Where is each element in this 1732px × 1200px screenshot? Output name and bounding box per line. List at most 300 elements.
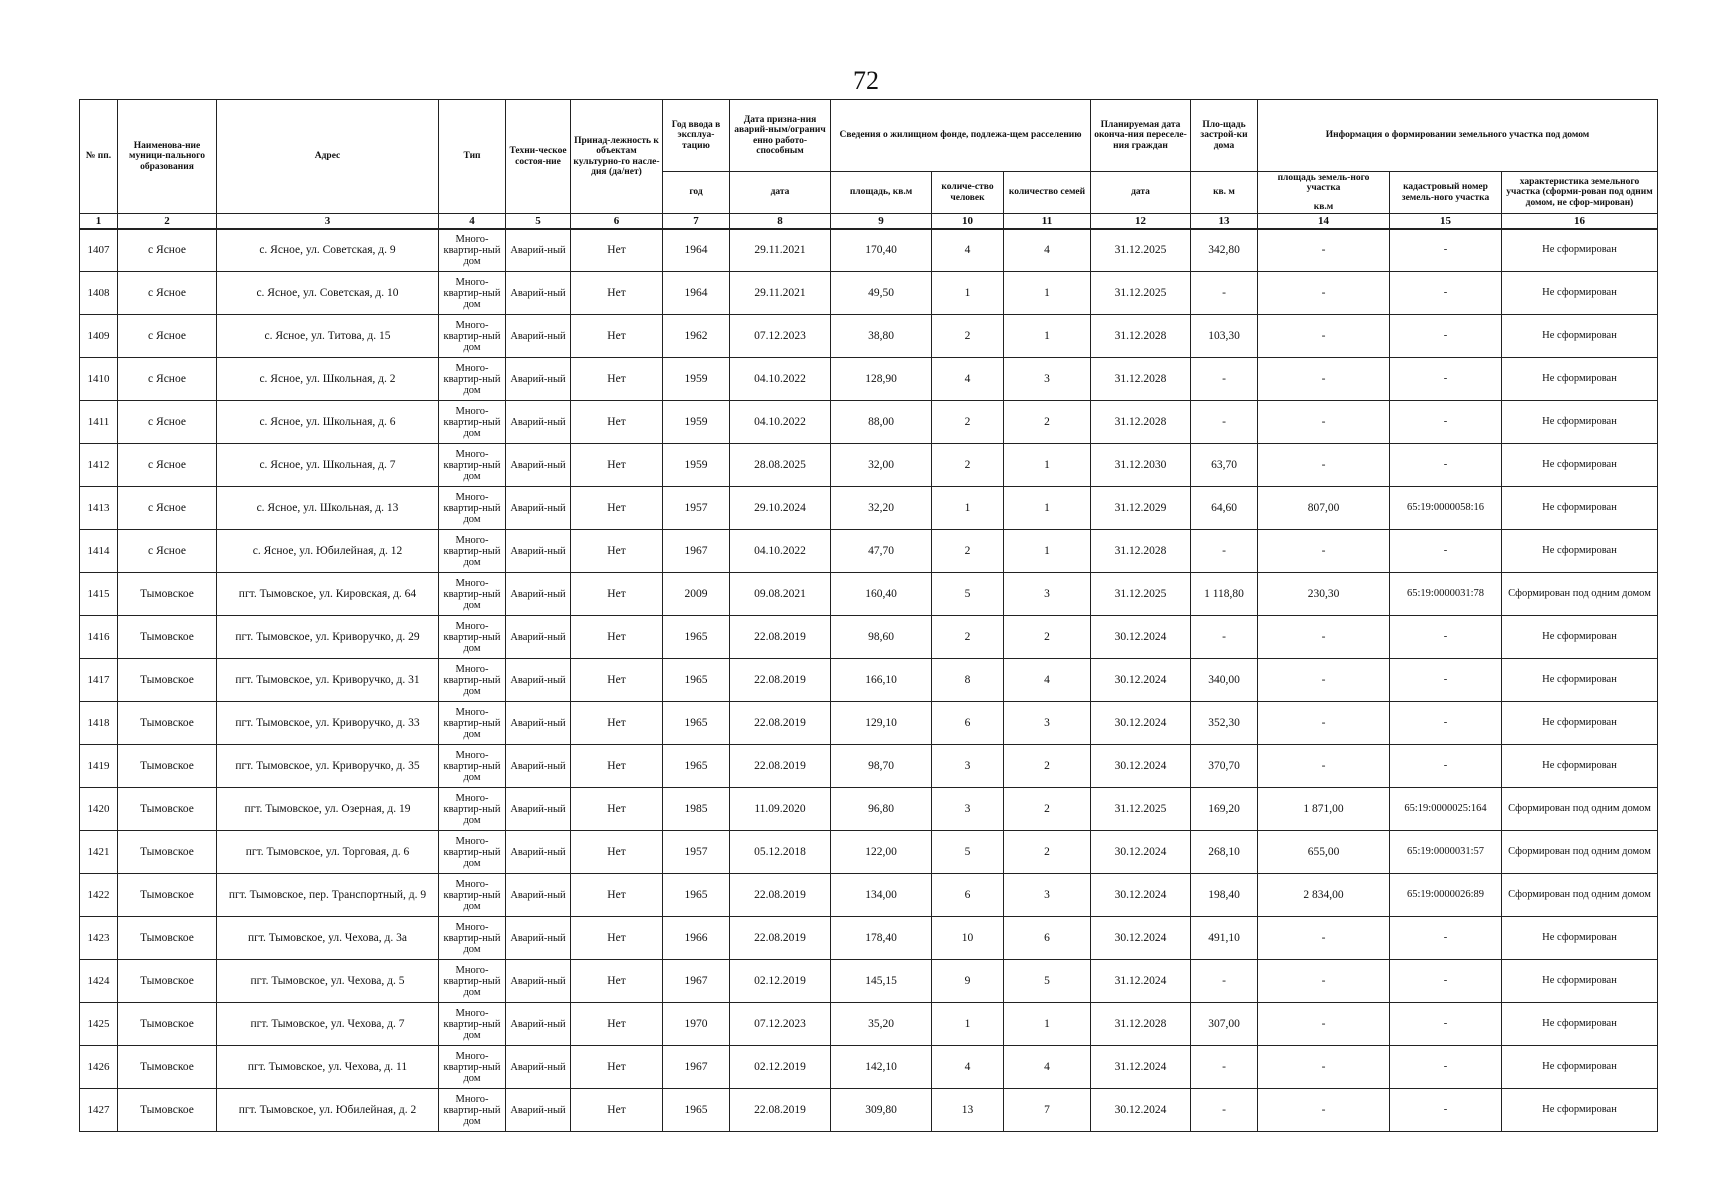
cell-no: 1424 [80,960,118,1003]
cell-land-area: 1 871,00 [1258,788,1390,831]
page-number: 72 [853,66,879,95]
header-people: количе-ство человек [932,172,1004,214]
cell-land-area: - [1258,745,1390,788]
table-row [80,745,1658,788]
cell-date: 22.08.2019 [730,1089,831,1132]
cell-state: Аварий-ный [506,960,571,1003]
cell-cultural: Нет [571,401,663,444]
cell-char: Не сформирован [1502,444,1658,487]
cell-cultural: Нет [571,616,663,659]
cell-state: Аварий-ный [506,530,571,573]
table-row [80,917,1658,960]
cell-state: Аварий-ный [506,917,571,960]
cell-planned: 30.12.2024 [1091,1089,1191,1132]
cell-families: 6 [1004,917,1091,960]
cell-no: 1418 [80,702,118,745]
cell-planned: 31.12.2025 [1091,272,1191,315]
cell-cad: - [1390,401,1502,444]
cell-area: 309,80 [831,1089,932,1132]
header-characteristic: характеристика земельного участка (сформи-рован под одним домом, не сфор-мирован) [1502,172,1658,214]
cell-area: 32,00 [831,444,932,487]
cell-address: с. Ясное, ул. Советская, д. 9 [217,229,439,272]
cell-land-area: - [1258,960,1390,1003]
cell-date: 22.08.2019 [730,874,831,917]
cell-families: 3 [1004,358,1091,401]
cell-cultural: Нет [571,917,663,960]
cell-type: Много-квартир-ный дом [439,229,506,272]
cell-planned: 31.12.2025 [1091,229,1191,272]
cell-built-area: - [1191,358,1258,401]
cell-state: Аварий-ный [506,659,571,702]
cell-year: 1959 [663,358,730,401]
cell-address: пгт. Тымовское, ул. Чехова, д. 3а [217,917,439,960]
cell-families: 1 [1004,487,1091,530]
cell-date: 04.10.2022 [730,401,831,444]
column-number: 15 [1390,214,1502,229]
cell-area: 178,40 [831,917,932,960]
cell-type: Много-квартир-ный дом [439,487,506,530]
cell-planned: 31.12.2024 [1091,960,1191,1003]
cell-people: 4 [932,1046,1004,1089]
cell-cultural: Нет [571,659,663,702]
cell-people: 4 [932,358,1004,401]
header-built-area: Пло-щадь застрой-ки дома [1191,100,1258,172]
cell-built-area: 342,80 [1191,229,1258,272]
cell-type: Много-квартир-ный дом [439,444,506,487]
table-row [80,659,1658,702]
cell-type: Много-квартир-ный дом [439,401,506,444]
cell-built-area: 268,10 [1191,831,1258,874]
cell-no: 1409 [80,315,118,358]
table-row [80,229,1658,272]
cell-muni: Тымовское [118,788,217,831]
cell-people: 2 [932,530,1004,573]
cell-people: 2 [932,444,1004,487]
cell-date: 29.11.2021 [730,229,831,272]
cell-type: Много-квартир-ный дом [439,960,506,1003]
cell-land-area: - [1258,1046,1390,1089]
header-planned-sub: дата [1091,172,1191,214]
cell-address: пгт. Тымовское, ул. Чехова, д. 5 [217,960,439,1003]
header-land-area-unit: кв.м [1313,201,1334,212]
cell-type: Много-квартир-ный дом [439,788,506,831]
cell-year: 1965 [663,1089,730,1132]
cell-address: с. Ясное, ул. Школьная, д. 6 [217,401,439,444]
cell-built-area: 64,60 [1191,487,1258,530]
header-year-sub: год [663,172,730,214]
cell-year: 1964 [663,229,730,272]
cell-cad: - [1390,702,1502,745]
cell-address: с. Ясное, ул. Советская, д. 10 [217,272,439,315]
cell-cad: - [1390,745,1502,788]
column-number-row [80,214,1658,229]
cell-built-area: - [1191,616,1258,659]
cell-no: 1426 [80,1046,118,1089]
cell-families: 1 [1004,444,1091,487]
cell-families: 2 [1004,788,1091,831]
cell-people: 10 [932,917,1004,960]
cell-cad: - [1390,272,1502,315]
cell-people: 3 [932,745,1004,788]
column-number: 5 [506,214,571,229]
cell-cultural: Нет [571,1046,663,1089]
table-row [80,960,1658,1003]
header-land-area [1258,172,1390,214]
cell-cad: - [1390,229,1502,272]
column-number: 3 [217,214,439,229]
column-number: 1 [80,214,118,229]
cell-cultural: Нет [571,573,663,616]
table-row [80,401,1658,444]
cell-planned: 31.12.2030 [1091,444,1191,487]
column-number: 12 [1091,214,1191,229]
cell-area: 96,80 [831,788,932,831]
cell-date: 05.12.2018 [730,831,831,874]
cell-no: 1423 [80,917,118,960]
cell-address: пгт. Тымовское, ул. Чехова, д. 11 [217,1046,439,1089]
cell-date: 22.08.2019 [730,616,831,659]
cell-no: 1419 [80,745,118,788]
cell-cad: 65:19:0000058:16 [1390,487,1502,530]
table-row [80,831,1658,874]
cell-land-area: - [1258,616,1390,659]
cell-address: пгт. Тымовское, ул. Криворучко, д. 31 [217,659,439,702]
cell-date: 29.10.2024 [730,487,831,530]
cell-address: с. Ясное, ул. Школьная, д. 7 [217,444,439,487]
cell-built-area: - [1191,1046,1258,1089]
table-row [80,530,1658,573]
cell-muni: Тымовское [118,745,217,788]
cell-land-area: - [1258,917,1390,960]
cell-year: 1965 [663,616,730,659]
table-row [80,1089,1658,1132]
column-number: 13 [1191,214,1258,229]
cell-no: 1427 [80,1089,118,1132]
cell-cultural: Нет [571,315,663,358]
cell-type: Много-квартир-ный дом [439,659,506,702]
header-planned: Планируемая дата оконча-ния переселе-ния граждан [1091,100,1191,172]
table-row [80,616,1658,659]
cell-planned: 30.12.2024 [1091,874,1191,917]
cell-muni: Тымовское [118,573,217,616]
cell-cad: - [1390,917,1502,960]
cell-people: 2 [932,401,1004,444]
table-row [80,315,1658,358]
cell-planned: 31.12.2028 [1091,1003,1191,1046]
cell-year: 1959 [663,444,730,487]
cell-cad: 65:19:0000025:164 [1390,788,1502,831]
cell-state: Аварий-ный [506,358,571,401]
cell-people: 1 [932,487,1004,530]
cell-date: 22.08.2019 [730,745,831,788]
cell-cultural: Нет [571,745,663,788]
header-built-sub: кв. м [1191,172,1258,214]
cell-cad: - [1390,616,1502,659]
cell-type: Много-квартир-ный дом [439,745,506,788]
cell-year: 2009 [663,573,730,616]
cell-type: Много-квартир-ный дом [439,315,506,358]
cell-cad: - [1390,358,1502,401]
cell-muni: Тымовское [118,659,217,702]
cell-address: пгт. Тымовское, ул. Кировская, д. 64 [217,573,439,616]
column-number: 7 [663,214,730,229]
cell-cultural: Нет [571,960,663,1003]
cell-cultural: Нет [571,229,663,272]
cell-address: с. Ясное, ул. Титова, д. 15 [217,315,439,358]
header-municipality: Наименова-ние муници-пального образования [118,100,217,214]
cell-state: Аварий-ный [506,401,571,444]
cell-families: 4 [1004,229,1091,272]
cell-cultural: Нет [571,530,663,573]
cell-state: Аварий-ный [506,573,571,616]
cell-year: 1985 [663,788,730,831]
column-number: 9 [831,214,932,229]
cell-people: 2 [932,616,1004,659]
cell-planned: 31.12.2025 [1091,573,1191,616]
cell-families: 5 [1004,960,1091,1003]
header-cultural: Принад-лежность к объектам культурно-го насле-дия (да/нет) [571,100,663,214]
cell-char: Не сформирован [1502,917,1658,960]
cell-type: Много-квартир-ный дом [439,1003,506,1046]
cell-area: 160,40 [831,573,932,616]
cell-area: 98,70 [831,745,932,788]
cell-muni: Тымовское [118,616,217,659]
cell-char: Не сформирован [1502,487,1658,530]
cell-char: Сформирован под одним домом [1502,573,1658,616]
header-emergency-date: Дата призна-ния аварий-ным/огранич енно работо-способным [730,100,831,172]
cell-address: пгт. Тымовское, ул. Озерная, д. 19 [217,788,439,831]
cell-muni: с Ясное [118,444,217,487]
column-number: 16 [1502,214,1658,229]
cell-type: Много-квартир-ный дом [439,831,506,874]
cell-families: 2 [1004,745,1091,788]
cell-date: 02.12.2019 [730,960,831,1003]
cell-planned: 31.12.2028 [1091,530,1191,573]
cell-address: пгт. Тымовское, пер. Транспортный, д. 9 [217,874,439,917]
header-housing: Сведения о жилищном фонде, подлежа-щем расселению [831,100,1091,172]
cell-built-area: 198,40 [1191,874,1258,917]
cell-land-area: - [1258,1003,1390,1046]
cell-char: Сформирован под одним домом [1502,874,1658,917]
cell-char: Не сформирован [1502,401,1658,444]
cell-families: 2 [1004,616,1091,659]
cell-area: 134,00 [831,874,932,917]
cell-type: Много-квартир-ный дом [439,573,506,616]
cell-area: 145,15 [831,960,932,1003]
cell-area: 129,10 [831,702,932,745]
cell-built-area: - [1191,1089,1258,1132]
cell-built-area: 307,00 [1191,1003,1258,1046]
cell-muni: Тымовское [118,702,217,745]
table-row [80,358,1658,401]
cell-built-area: 103,30 [1191,315,1258,358]
cell-year: 1965 [663,659,730,702]
cell-date: 07.12.2023 [730,1003,831,1046]
cell-type: Много-квартир-ный дом [439,1089,506,1132]
cell-address: пгт. Тымовское, ул. Криворучко, д. 33 [217,702,439,745]
cell-date: 22.08.2019 [730,702,831,745]
cell-no: 1420 [80,788,118,831]
cell-address: с. Ясное, ул. Школьная, д. 13 [217,487,439,530]
cell-char: Не сформирован [1502,960,1658,1003]
cell-people: 8 [932,659,1004,702]
table-row [80,1003,1658,1046]
cell-planned: 30.12.2024 [1091,745,1191,788]
cell-planned: 30.12.2024 [1091,659,1191,702]
cell-year: 1970 [663,1003,730,1046]
cell-state: Аварий-ный [506,1003,571,1046]
cell-land-area: - [1258,530,1390,573]
cell-char: Не сформирован [1502,229,1658,272]
cell-planned: 31.12.2025 [1091,788,1191,831]
cell-planned: 31.12.2028 [1091,358,1191,401]
cell-planned: 31.12.2024 [1091,1046,1191,1089]
cell-people: 3 [932,788,1004,831]
cell-state: Аварий-ный [506,272,571,315]
cell-muni: с Ясное [118,530,217,573]
cell-families: 4 [1004,659,1091,702]
cell-type: Много-квартир-ный дом [439,874,506,917]
cell-area: 170,40 [831,229,932,272]
cell-families: 1 [1004,315,1091,358]
cell-area: 98,60 [831,616,932,659]
cell-date: 11.09.2020 [730,788,831,831]
cell-state: Аварий-ный [506,745,571,788]
table-row [80,702,1658,745]
cell-year: 1965 [663,702,730,745]
cell-char: Не сформирован [1502,659,1658,702]
cell-date: 09.08.2021 [730,573,831,616]
cell-cad: 65:19:0000031:78 [1390,573,1502,616]
cell-state: Аварий-ный [506,702,571,745]
cell-families: 2 [1004,831,1091,874]
cell-type: Много-квартир-ный дом [439,358,506,401]
column-number: 4 [439,214,506,229]
cell-cad: - [1390,530,1502,573]
header-address: Адрес [217,100,439,214]
cell-families: 1 [1004,530,1091,573]
column-number: 2 [118,214,217,229]
cell-land-area: - [1258,401,1390,444]
cell-no: 1410 [80,358,118,401]
cell-state: Аварий-ный [506,315,571,358]
cell-no: 1415 [80,573,118,616]
cell-year: 1964 [663,272,730,315]
cell-char: Не сформирован [1502,358,1658,401]
cell-built-area: - [1191,272,1258,315]
cell-year: 1967 [663,530,730,573]
cell-land-area: 2 834,00 [1258,874,1390,917]
cell-address: пгт. Тымовское, ул. Чехова, д. 7 [217,1003,439,1046]
cell-char: Не сформирован [1502,272,1658,315]
cell-muni: с Ясное [118,401,217,444]
cell-cad: - [1390,315,1502,358]
cell-year: 1957 [663,831,730,874]
cell-area: 49,50 [831,272,932,315]
cell-state: Аварий-ный [506,788,571,831]
cell-area: 38,80 [831,315,932,358]
cell-built-area: - [1191,401,1258,444]
cell-date: 28.08.2025 [730,444,831,487]
cell-people: 9 [932,960,1004,1003]
cell-address: пгт. Тымовское, ул. Юбилейная, д. 2 [217,1089,439,1132]
cell-land-area: - [1258,702,1390,745]
column-number: 11 [1004,214,1091,229]
cell-cad: 65:19:0000026:89 [1390,874,1502,917]
cell-built-area: 169,20 [1191,788,1258,831]
cell-people: 1 [932,1003,1004,1046]
cell-land-area: - [1258,1089,1390,1132]
cell-date: 02.12.2019 [730,1046,831,1089]
header-date-sub: дата [730,172,831,214]
cell-cad: - [1390,1003,1502,1046]
cell-date: 29.11.2021 [730,272,831,315]
cell-muni: с Ясное [118,229,217,272]
header-land-info: Информация о формировании земельного участка под домом [1258,100,1658,172]
cell-year: 1957 [663,487,730,530]
cell-year: 1966 [663,917,730,960]
table-row [80,573,1658,616]
cell-no: 1425 [80,1003,118,1046]
cell-people: 2 [932,315,1004,358]
cell-cad: - [1390,444,1502,487]
table-row [80,444,1658,487]
cell-date: 04.10.2022 [730,358,831,401]
table-row [80,1046,1658,1089]
table-row [80,272,1658,315]
cell-families: 1 [1004,272,1091,315]
cell-planned: 30.12.2024 [1091,917,1191,960]
cell-state: Аварий-ный [506,229,571,272]
cell-cad: - [1390,1089,1502,1132]
cell-char: Не сформирован [1502,1046,1658,1089]
cell-muni: с Ясное [118,272,217,315]
cell-date: 22.08.2019 [730,917,831,960]
cell-people: 4 [932,229,1004,272]
cell-no: 1412 [80,444,118,487]
cell-year: 1965 [663,745,730,788]
cell-muni: с Ясное [118,487,217,530]
cell-area: 35,20 [831,1003,932,1046]
cell-cultural: Нет [571,702,663,745]
cell-cultural: Нет [571,874,663,917]
cell-people: 13 [932,1089,1004,1132]
cell-land-area: - [1258,659,1390,702]
cell-year: 1967 [663,960,730,1003]
cell-no: 1421 [80,831,118,874]
column-number: 8 [730,214,831,229]
cell-type: Много-квартир-ный дом [439,917,506,960]
cell-date: 04.10.2022 [730,530,831,573]
cell-state: Аварий-ный [506,1046,571,1089]
table-header [80,100,1658,229]
cell-muni: Тымовское [118,831,217,874]
table-row [80,874,1658,917]
cell-land-area: 655,00 [1258,831,1390,874]
cell-families: 1 [1004,1003,1091,1046]
cell-type: Много-квартир-ный дом [439,272,506,315]
cell-people: 1 [932,272,1004,315]
cell-no: 1422 [80,874,118,917]
cell-state: Аварий-ный [506,616,571,659]
cell-state: Аварий-ный [506,831,571,874]
cell-land-area: - [1258,272,1390,315]
cell-address: пгт. Тымовское, ул. Криворучко, д. 35 [217,745,439,788]
cell-cad: - [1390,1046,1502,1089]
cell-address: пгт. Тымовское, ул. Торговая, д. 6 [217,831,439,874]
header-year-commission: Год ввода в эксплуа-тацию [663,100,730,172]
cell-muni: Тымовское [118,1046,217,1089]
